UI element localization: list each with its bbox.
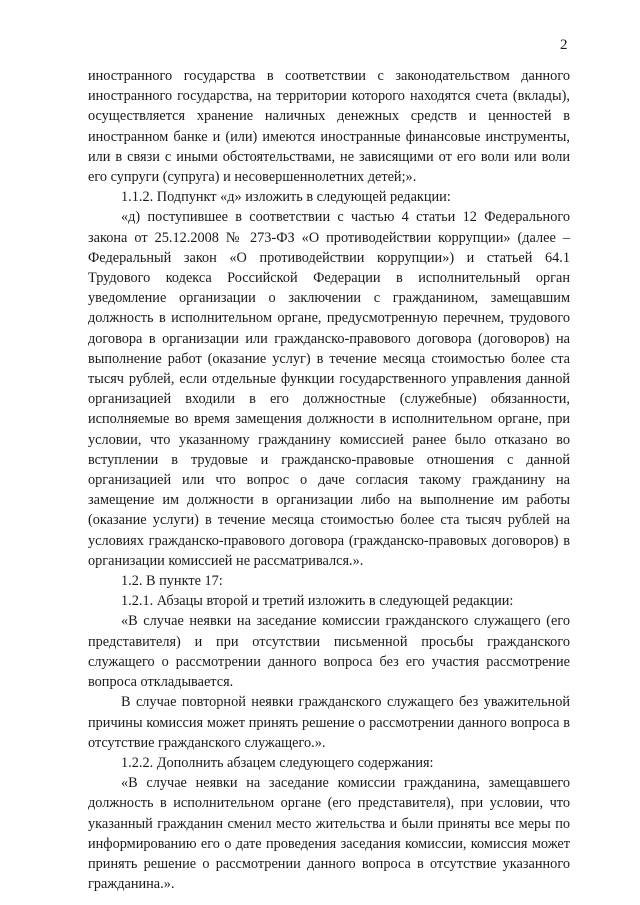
paragraph-quoted-text-3: «В случае неявки на заседание комиссии гражданина, замещавшего должность в исполнительном органе (его представителя), при условии, что указанный гражданин сменил место жительства и были приняты все меры по информированию его о дате проведения заседания комиссии, комиссия может принять решение о рассмотрении данного вопроса в отсутствие указанного гражданина.». <box>88 775 570 893</box>
paragraph-item-1-2: 1.2. В пункте 17: <box>121 573 223 590</box>
paragraph-subitem-1-2-2: 1.2.2. Дополнить абзацем следующего содержания: <box>121 754 434 771</box>
paragraph-quoted-text-2: В случае повторной неявки гражданского служащего без уважительной причины комиссия может принять решение о рассмотрении данного вопроса в отсутствие гражданского служащего.». <box>88 694 570 751</box>
paragraph-subitem-1-1-2: 1.1.2. Подпункт «д» изложить в следующей редакции: <box>121 189 451 206</box>
paragraph-subitem-d-text: «д) поступившее в соответствии с частью 4 статьи 12 Федерального закона от 25.12.2008 № 273-ФЗ «О противодействии коррупции» (далее – Федеральный закон «О противодействии коррупции») и статьей 64.1 Трудового кодекса Российской Федерации в исполнительный орган уведомление организации о заключении с гражданином, замещавшим должность в исполнительном органе, предусмотренную перечнем, трудового договора в организации или гражданско-правового договора (договоров) на выполнение работ (оказание услуг) в течение месяца стоимостью более ста тысяч рублей, если отдельные функции государственного управления данной организацией входили в его должностные (служебные) обязанности, исполняемые во время замещения должности в исполнительном органе, при условии, что указанному гражданину комиссией ранее было отказано во вступлении в трудовые и гражданско-правовые отношения с данной организацией или что вопрос о даче согласия такому гражданину на замещение им должности в организации либо на выполнение им работы (оказание услуги) в течение месяца стоимостью более ста тысяч рублей на условиях гражданско-правового договора (гражданско-правовых договоров) в организации комиссией не рассматривался.». <box>88 209 570 569</box>
paragraph-continuation: иностранного государства в соответствии с законодательством данного иностранного государства, на территории которого находятся счета (вклады), осуществляется хранение наличных денежных средств и ценностей в иностранном банке и (или) имеются иностранные финансовые инструменты, или в связи с иными обстоятельствами, не зависящими от его воли или воли его супруги (супруга) и несовершеннолетних детей;». <box>88 68 570 186</box>
paragraph-quoted-text-1: «В случае неявки на заседание комиссии гражданского служащего (его представителя) и при отсутствии письменной просьбы гражданского служащего о рассмотрении данного вопроса без его участия рассмотрение вопроса откладывается. <box>88 613 570 691</box>
document-body <box>88 66 570 894</box>
page-number: 2 <box>560 37 568 53</box>
paragraph-subitem-1-2-1: 1.2.1. Абзацы второй и третий изложить в следующей редакции: <box>121 593 514 610</box>
